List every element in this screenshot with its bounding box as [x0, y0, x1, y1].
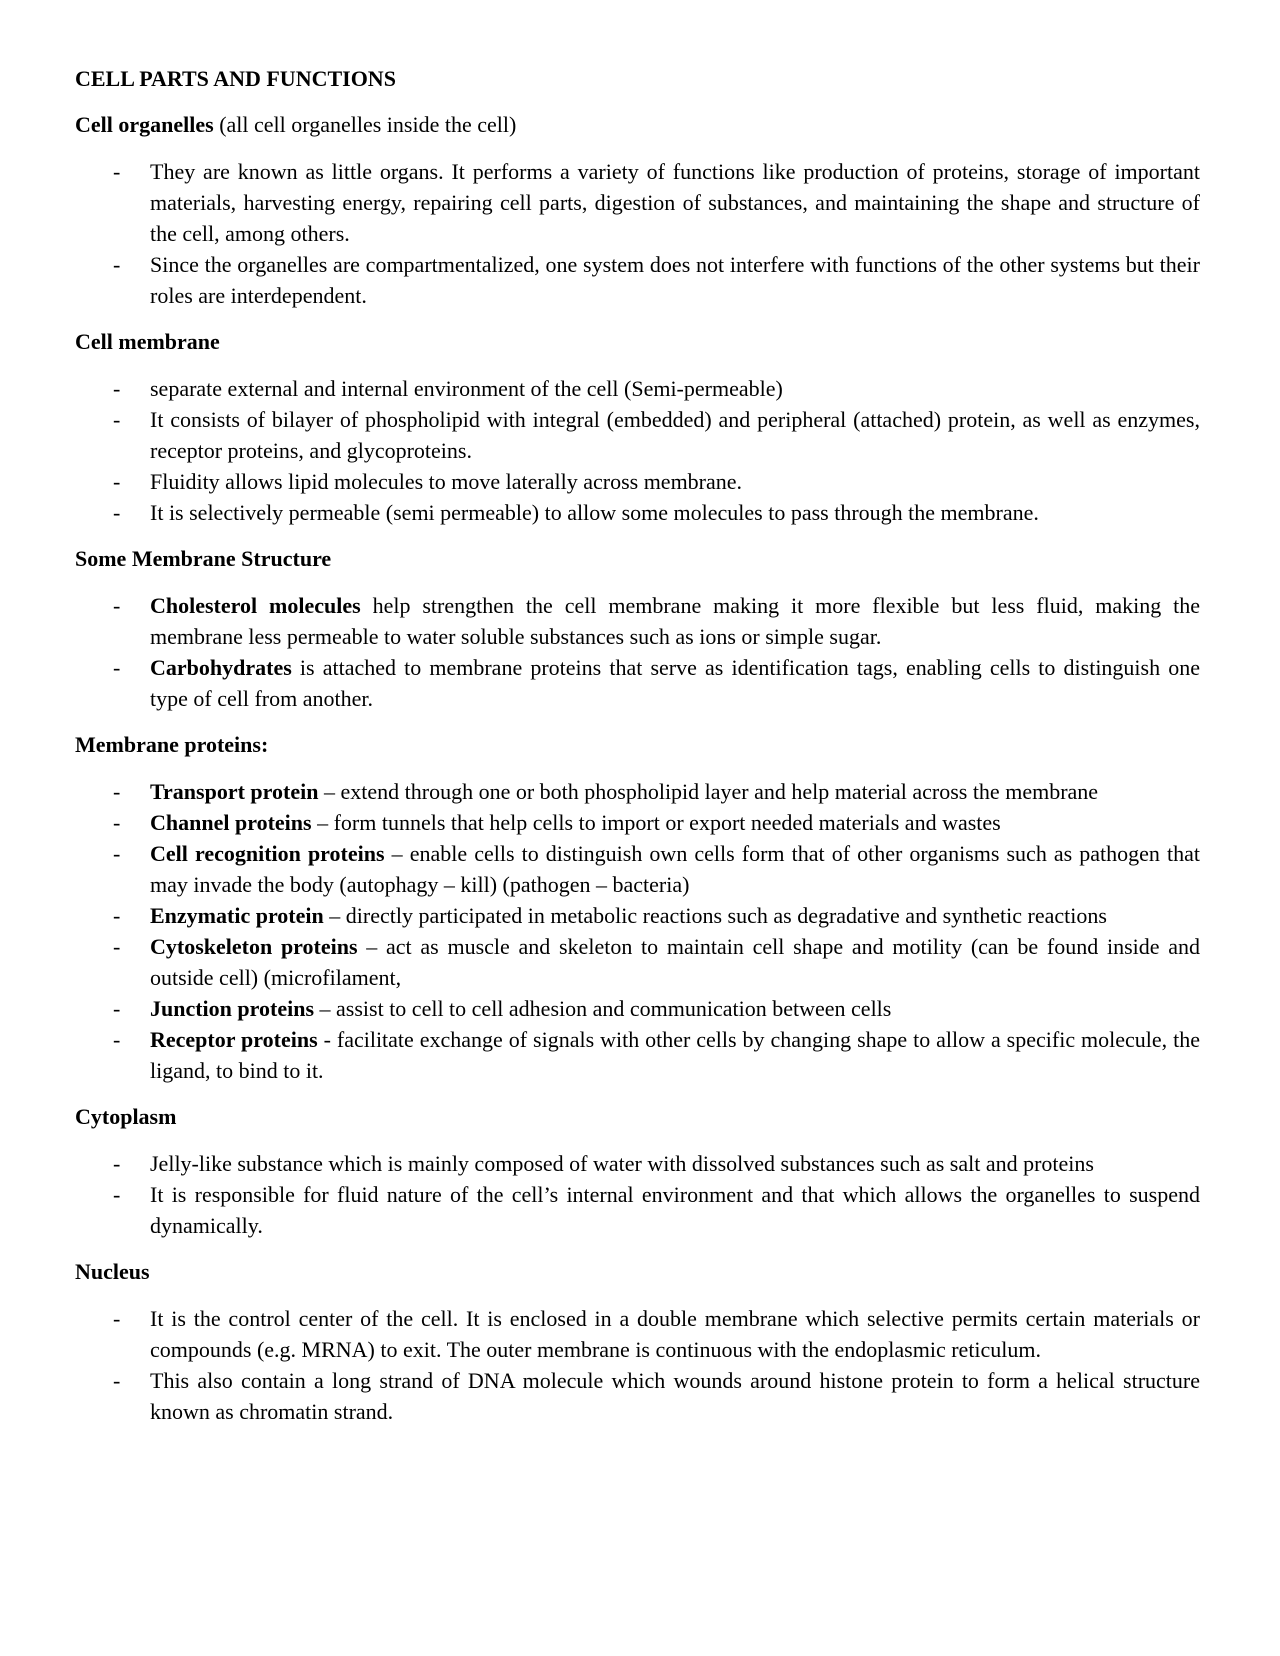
- list-item: [75, 1303, 1200, 1365]
- section-heading: [75, 327, 1200, 357]
- item-term: Junction proteins: [150, 996, 315, 1021]
- document-title: CELL PARTS AND FUNCTIONS: [75, 66, 396, 91]
- dash-bullet: -: [113, 376, 121, 401]
- list-item: [75, 652, 1200, 714]
- item-text: – enable cells to distinguish own cells form that of other organisms such as pathogen that may invade the body (autophagy – kill) (pathogen – bacteria): [150, 841, 1201, 897]
- section: [75, 730, 1200, 1086]
- list-item: [75, 931, 1200, 993]
- dash-bullet: -: [113, 934, 121, 959]
- section-heading-note: (all cell organelles inside the cell): [213, 112, 517, 137]
- item-text: – extend through one or both phospholipid layer and help material across the membrane: [318, 779, 1099, 804]
- list-item: [75, 807, 1200, 838]
- item-term: Cytoskeleton proteins: [150, 934, 358, 959]
- section: [75, 110, 1200, 311]
- dash-bullet: -: [113, 841, 121, 866]
- list-item: [75, 590, 1200, 652]
- bullet-list: [75, 776, 1200, 1086]
- sections-container: [75, 110, 1200, 1427]
- item-term: Cholesterol molecules: [150, 593, 361, 618]
- item-text: help strengthen the cell membrane making it more flexible but less fluid, making the membrane less permeable to water soluble substances such as ions or simple sugar.: [150, 593, 1200, 649]
- item-text: Fluidity allows lipid molecules to move laterally across membrane.: [150, 469, 743, 494]
- list-item: [75, 373, 1200, 404]
- dash-bullet: -: [113, 252, 121, 277]
- item-text: separate external and internal environment of the cell (Semi-permeable): [150, 376, 783, 401]
- list-item: [75, 776, 1200, 807]
- section-heading-bold: Some Membrane Structure: [75, 546, 332, 571]
- item-text: It is selectively permeable (semi permeable) to allow some molecules to pass through the membrane.: [150, 500, 1039, 525]
- dash-bullet: -: [113, 1151, 121, 1176]
- item-text: Since the organelles are compartmentalized, one system does not interfere with functions of the other systems but their roles are interdependent.: [150, 252, 1200, 308]
- list-item: [75, 466, 1200, 497]
- section-heading-bold: Cytoplasm: [75, 1104, 177, 1129]
- dash-bullet: -: [113, 1027, 121, 1052]
- bullet-list: [75, 156, 1200, 311]
- dash-bullet: -: [113, 500, 121, 525]
- item-text: is attached to membrane proteins that serve as identification tags, enabling cells to distinguish one type of cell from another.: [150, 655, 1200, 711]
- list-item: [75, 156, 1200, 249]
- item-text: Jelly-like substance which is mainly composed of water with dissolved substances such as salt and proteins: [150, 1151, 1094, 1176]
- section-heading: [75, 544, 1200, 574]
- list-item: [75, 993, 1200, 1024]
- document-page: [75, 64, 1200, 1443]
- dash-bullet: -: [113, 779, 121, 804]
- dash-bullet: -: [113, 1182, 121, 1207]
- item-text: They are known as little organs. It performs a variety of functions like production of proteins, storage of important materials, harvesting energy, repairing cell parts, digestion of substances, and maintaining the shape and structure of the cell, among others.: [150, 159, 1200, 246]
- item-text: It is the control center of the cell. It is enclosed in a double membrane which selective permits certain materials or compounds (e.g. MRNA) to exit. The outer membrane is continuous with the endoplasmic reticulum.: [150, 1306, 1200, 1362]
- list-item: [75, 404, 1200, 466]
- bullet-list: [75, 1148, 1200, 1241]
- bullet-list: [75, 590, 1200, 714]
- list-item: [75, 249, 1200, 311]
- dash-bullet: -: [113, 655, 121, 680]
- item-text: – directly participated in metabolic reactions such as degradative and synthetic reactions: [323, 903, 1107, 928]
- list-item: [75, 900, 1200, 931]
- list-item: [75, 1365, 1200, 1427]
- section: [75, 1257, 1200, 1427]
- section-heading-bold: Nucleus: [75, 1259, 150, 1284]
- list-item: [75, 1179, 1200, 1241]
- dash-bullet: -: [113, 469, 121, 494]
- list-item: [75, 497, 1200, 528]
- section-heading-bold: Cell membrane: [75, 329, 220, 354]
- dash-bullet: -: [113, 159, 121, 184]
- item-text: - facilitate exchange of signals with other cells by changing shape to allow a specific molecule, the ligand, to bind to it.: [150, 1027, 1200, 1083]
- list-item: [75, 1024, 1200, 1086]
- item-term: Carbohydrates: [150, 655, 292, 680]
- dash-bullet: -: [113, 1306, 121, 1331]
- item-term: Transport protein: [150, 779, 319, 804]
- item-text: It consists of bilayer of phospholipid with integral (embedded) and peripheral (attached) protein, as well as enzymes, receptor proteins, and glycoproteins.: [150, 407, 1200, 463]
- item-text: – assist to cell to cell adhesion and communication between cells: [314, 996, 892, 1021]
- section: [75, 327, 1200, 528]
- section-heading: [75, 1257, 1200, 1287]
- section-heading-bold: Membrane proteins:: [75, 732, 269, 757]
- list-item: [75, 838, 1200, 900]
- item-term: Cell recognition proteins: [150, 841, 385, 866]
- dash-bullet: -: [113, 1368, 121, 1393]
- item-term: Enzymatic protein: [150, 903, 324, 928]
- section-heading: [75, 110, 1200, 140]
- item-text: – form tunnels that help cells to import or export needed materials and wastes: [311, 810, 1001, 835]
- item-text: – act as muscle and skeleton to maintain cell shape and motility (can be found inside and outside cell) (microfilament,: [150, 934, 1201, 990]
- item-text: It is responsible for fluid nature of the cell’s internal environment and that which allows the organelles to suspend dynamically.: [150, 1182, 1200, 1238]
- bullet-list: [75, 373, 1200, 528]
- section: [75, 1102, 1200, 1241]
- section-heading-bold: Cell organelles: [75, 112, 214, 137]
- item-term: Receptor proteins: [150, 1027, 318, 1052]
- list-item: [75, 1148, 1200, 1179]
- dash-bullet: -: [113, 407, 121, 432]
- bullet-list: [75, 1303, 1200, 1427]
- section-heading: [75, 1102, 1200, 1132]
- item-text: This also contain a long strand of DNA molecule which wounds around histone protein to form a helical structure known as chromatin strand.: [150, 1368, 1200, 1424]
- dash-bullet: -: [113, 593, 121, 618]
- section: [75, 544, 1200, 714]
- dash-bullet: -: [113, 810, 121, 835]
- dash-bullet: -: [113, 996, 121, 1021]
- item-term: Channel proteins: [150, 810, 312, 835]
- section-heading: [75, 730, 1200, 760]
- dash-bullet: -: [113, 903, 121, 928]
